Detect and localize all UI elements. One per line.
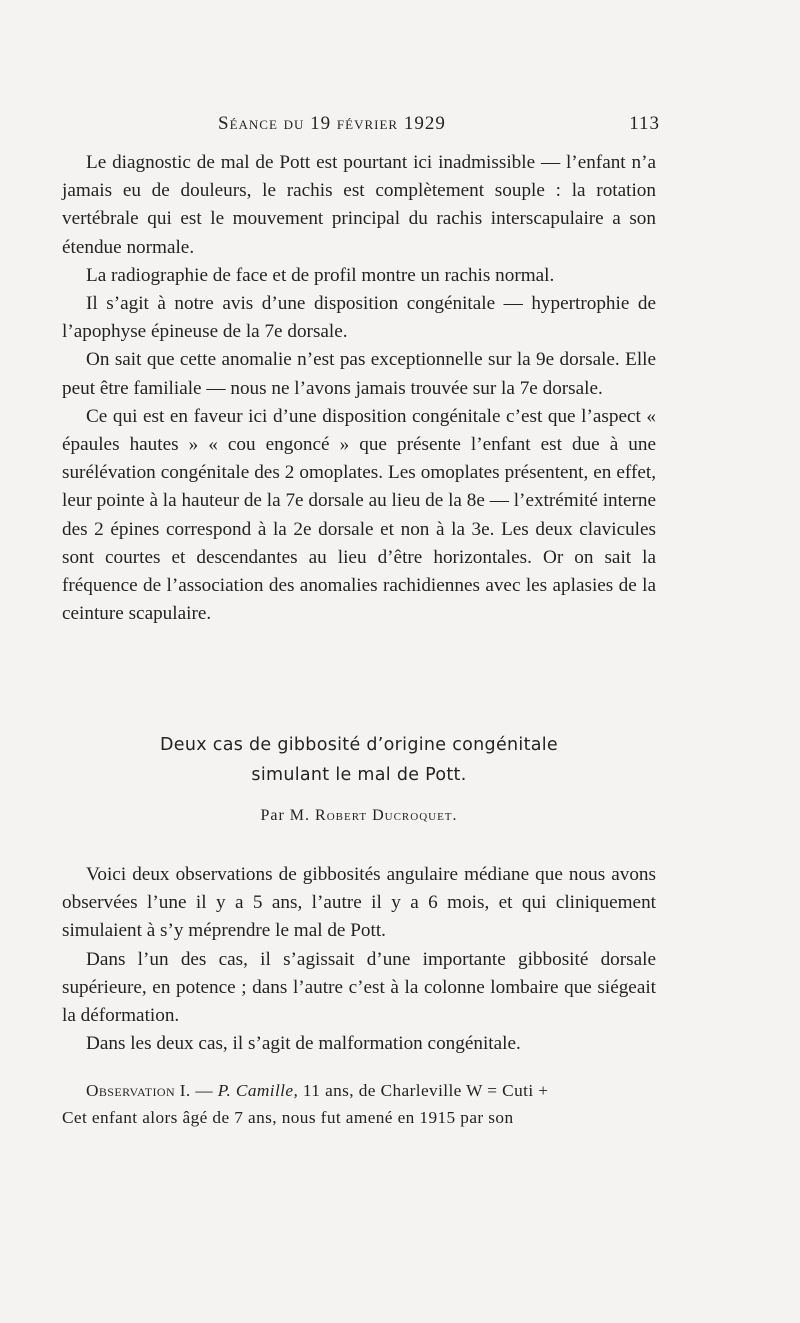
section-1: [62, 149, 656, 628]
author-prefix: Par M.: [260, 807, 311, 824]
paragraph: Dans l’un des cas, il s’agissait d’une importante gibbosité dorsale supérieure, en potence ; dans l’autre c’est à la colonne lombaire que siégeait la déformation.: [62, 948, 656, 1027]
observation-heading: [62, 1077, 656, 1104]
paragraph: Le diagnostic de mal de Pott est pourtant ici inadmissible — l’enfant n’a jamais eu de douleurs, le rachis est complètement souple : la rotation vertébrale qui est le mouvement principal du rachis interscapulaire a son étendue normale.: [62, 152, 656, 258]
patient-name: P. Camille,: [217, 1081, 299, 1100]
paragraph: On sait que cette anomalie n’est pas exceptionnelle sur la 9e dorsale. Elle peut être familiale — nous ne l’avons jamais trouvée sur la 7e dorsale.: [62, 349, 656, 399]
observation-label: Observation I.: [86, 1081, 191, 1100]
page-number: 113: [629, 113, 660, 134]
running-title: Séance du 19 février 1929: [218, 113, 446, 134]
article-title: [62, 730, 656, 790]
observation-block: [62, 1077, 656, 1131]
observation-text: Cet enfant alors âgé de 7 ans, nous fut amené en 1915 par son: [62, 1108, 514, 1127]
author-name: Robert Ducroquet.: [315, 807, 458, 824]
running-header: [218, 113, 660, 141]
paragraph: Dans les deux cas, il s’agit de malformation congénitale.: [86, 1033, 521, 1055]
paragraph: Ce qui est en faveur ici d’une disposition congénitale c’est que l’aspect « épaules hautes » « cou engoncé » que présente l’enfant est due à une surélévation congénitale des 2 omoplates. Les omoplates présentent, en effet, leur pointe à la hauteur de la 7e dorsale au lieu de la 8e — l’extrémité interne des 2 épines correspond à la 2e dorsale et non à la 3e. Les deux clavicules sont courtes et descendantes au lieu d’être horizontales. Or on sait la fréquence de l’association des anomalies rachidiennes avec les aplasies de la ceinture scapulaire.: [62, 405, 656, 625]
article-title-line-1: Deux cas de gibbosité d’origine congénitale: [160, 735, 558, 755]
section-2: [62, 861, 656, 1058]
paragraph: La radiographie de face et de profil montre un rachis normal.: [86, 264, 555, 286]
paragraph: Voici deux observations de gibbosités angulaire médiane que nous avons observées l’une il y a 5 ans, l’autre il y a 6 mois, et qui cliniquement simulaient à s’y méprendre le mal de Pott.: [62, 864, 656, 942]
observation-dash: —: [190, 1081, 218, 1100]
observation-details: 11 ans, de Charleville W = Cuti +: [298, 1081, 549, 1100]
paragraph: Il s’agit à notre avis d’une disposition congénitale — hypertrophie de l’apophyse épineuse de la 7e dorsale.: [62, 293, 656, 343]
article-title-line-2: simulant le mal de Pott.: [251, 765, 467, 785]
author-line: [62, 807, 656, 825]
